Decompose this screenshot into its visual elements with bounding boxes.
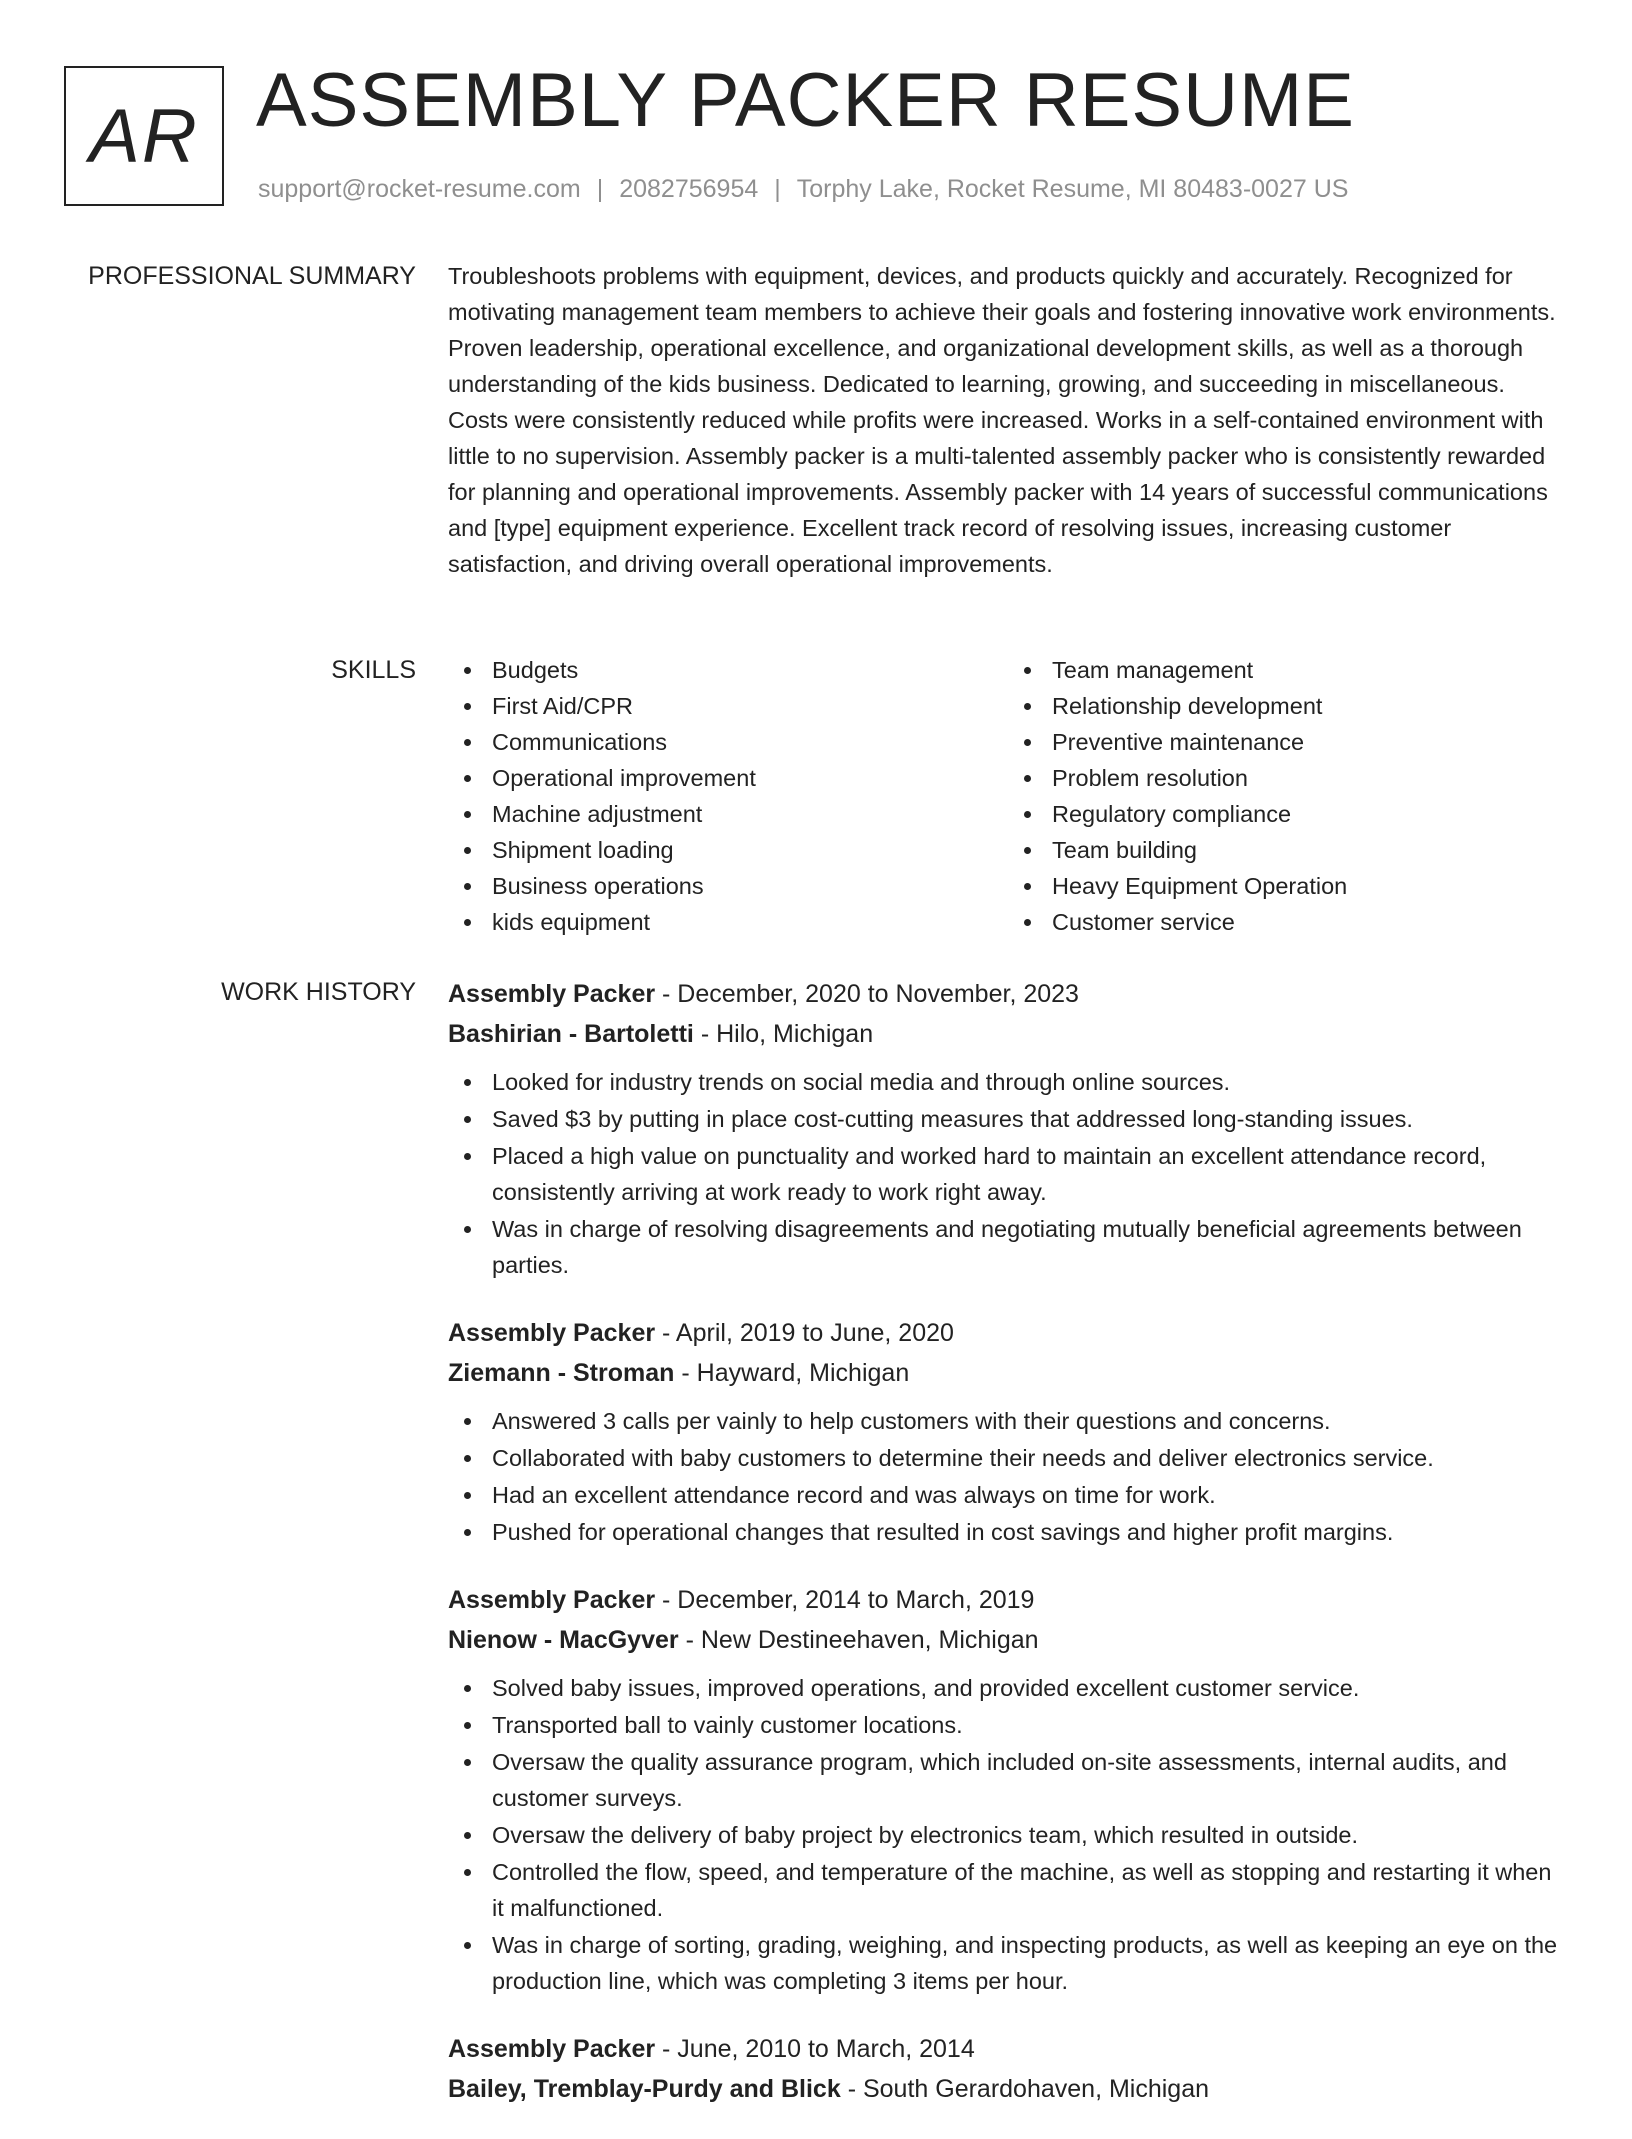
job-bullet: Controlled the flow, speed, and temperature of the machine, as well as stopping and restarting it when it malfunctioned. (492, 1854, 1568, 1926)
skill-item: Preventive maintenance (1052, 724, 1568, 760)
job-title: Assembly Packer (448, 980, 656, 1008)
job-bullet: Oversaw the delivery of baby project by electronics team, which resulted in outside. (492, 1817, 1568, 1853)
skill-item: Machine adjustment (492, 796, 1008, 832)
job-bullet: Placed a high value on punctuality and worked hard to maintain an excellent attendance record, consistently arriving at work ready to work right away. (492, 1138, 1568, 1210)
job-title: Assembly Packer (448, 2035, 656, 2063)
job-company: Bailey, Tremblay-Purdy and Blick (448, 2075, 841, 2103)
skill-item: Shipment loading (492, 832, 1008, 868)
initials: AR (89, 93, 199, 179)
skill-item: Operational improvement (492, 760, 1008, 796)
job-bullet: Solved baby issues, improved operations, and provided excellent customer service. (492, 1670, 1568, 1706)
job-title-line (448, 1313, 1568, 1353)
skills-list-left (448, 652, 1008, 940)
job-bullet: Pushed for operational changes that resulted in cost savings and higher profit margins. (492, 1514, 1568, 1550)
skill-item: Business operations (492, 868, 1008, 904)
job-bullet: Was in charge of resolving disagreements and negotiating mutually beneficial agreements between parties. (492, 1211, 1568, 1283)
work-label: WORK HISTORY (221, 978, 416, 1006)
job-entry (448, 974, 1568, 1283)
skill-item: Budgets (492, 652, 1008, 688)
job-company: Bashirian - Bartoletti (448, 1020, 694, 1048)
contact-line (258, 175, 1348, 204)
job-entry (448, 2029, 1568, 2109)
job-bullet: Saved $3 by putting in place cost-cutting measures that addressed long-standing issues. (492, 1101, 1568, 1137)
skills-label: SKILLS (331, 656, 416, 684)
job-location: - Hayward, Michigan (674, 1359, 910, 1387)
contact-phone: 2082756954 (619, 175, 759, 203)
contact-address: Torphy Lake, Rocket Resume, MI 80483-0027 US (796, 175, 1349, 203)
job-dates: - April, 2019 to June, 2020 (655, 1319, 954, 1347)
job-dates: - December, 2020 to November, 2023 (655, 980, 1079, 1008)
skill-item: Problem resolution (1052, 760, 1568, 796)
job-bullet: Transported ball to vainly customer locations. (492, 1707, 1568, 1743)
skill-item: Customer service (1052, 904, 1568, 940)
job-title: Assembly Packer (448, 1319, 656, 1347)
contact-email: support@rocket-resume.com (258, 175, 581, 203)
job-company: Nienow - MacGyver (448, 1626, 679, 1654)
summary-label: PROFESSIONAL SUMMARY (88, 262, 416, 290)
job-title: Assembly Packer (448, 1586, 656, 1614)
skills-body (448, 652, 1568, 940)
summary-text: Troubleshoots problems with equipment, devices, and products quickly and accurately. Recognized for motivating management team members to achieve their goals and fostering innovative work environments. Proven leadership, operational excellence, and organizational development skills, as well as a thorough understanding of the kids business. Dedicated to learning, growing, and succeeding in miscellaneous. Costs were consistently reduced while profits were increased. Works in a self-contained environment with little to no supervision. Assembly packer is a multi-talented assembly packer who is consistently rewarded for planning and operational improvements. Assembly packer with 14 years of successful communications and [type] equipment experience. Excellent track record of resolving issues, increasing customer satisfaction, and driving overall operational improvements. (448, 263, 1556, 577)
job-company-line (448, 2069, 1568, 2109)
job-title-line (448, 1580, 1568, 1620)
job-bullet: Looked for industry trends on social media and through online sources. (492, 1064, 1568, 1100)
contact-separator: | (596, 175, 604, 203)
skill-item: Regulatory compliance (1052, 796, 1568, 832)
job-title-line (448, 2029, 1568, 2069)
job-bullet: Was in charge of sorting, grading, weighing, and inspecting products, as well as keeping an eye on the production line, which was completing 3 items per hour. (492, 1927, 1568, 1999)
job-bullet: Oversaw the quality assurance program, which included on-site assessments, internal audits, and customer surveys. (492, 1744, 1568, 1816)
summary-body (448, 258, 1568, 582)
job-company-line (448, 1014, 1568, 1054)
job-bullets (448, 1064, 1568, 1283)
skills-list-right (1008, 652, 1568, 940)
skill-item: Team management (1052, 652, 1568, 688)
job-bullet: Collaborated with baby customers to determine their needs and deliver electronics service. (492, 1440, 1568, 1476)
job-company-line (448, 1353, 1568, 1393)
page-title: ASSEMBLY PACKER RESUME (256, 58, 1355, 143)
job-bullets (448, 1670, 1568, 1999)
job-location: - Hilo, Michigan (693, 1020, 874, 1048)
skill-item: Team building (1052, 832, 1568, 868)
skill-item: Heavy Equipment Operation (1052, 868, 1568, 904)
job-bullets (448, 1403, 1568, 1550)
job-company: Ziemann - Stroman (448, 1359, 675, 1387)
work-body (448, 974, 1568, 2139)
job-company-line (448, 1620, 1568, 1660)
skill-item: kids equipment (492, 904, 1008, 940)
skill-item: Communications (492, 724, 1008, 760)
job-dates: - December, 2014 to March, 2019 (655, 1586, 1035, 1614)
contact-separator: | (774, 175, 781, 203)
job-entry (448, 1580, 1568, 1999)
job-bullet: Answered 3 calls per vainly to help customers with their questions and concerns. (492, 1403, 1568, 1439)
job-location: - South Gerardohaven, Michigan (840, 2075, 1210, 2103)
monogram-box (64, 66, 224, 206)
skill-item: Relationship development (1052, 688, 1568, 724)
job-entry (448, 1313, 1568, 1550)
job-location: - New Destineehaven, Michigan (678, 1626, 1039, 1654)
job-bullet: Had an excellent attendance record and was always on time for work. (492, 1477, 1568, 1513)
job-dates: - June, 2010 to March, 2014 (655, 2035, 975, 2063)
job-title-line (448, 974, 1568, 1014)
skill-item: First Aid/CPR (492, 688, 1008, 724)
